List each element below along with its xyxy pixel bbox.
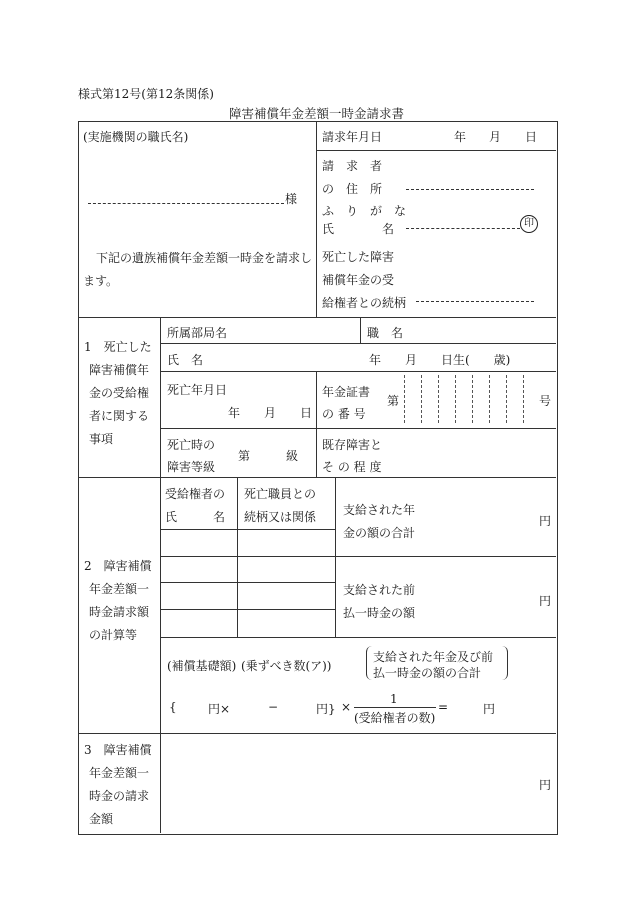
paid-pension-label-2: 金の額の合計 xyxy=(343,526,416,540)
relation-label-2: 補償年金の受 xyxy=(322,273,395,287)
section2-heading-1: 2 障害補償 xyxy=(84,559,152,573)
disability-grade-value: 第 級 xyxy=(238,449,299,463)
formula-result-yen: 円 xyxy=(483,702,496,716)
section2-heading-4: の計算等 xyxy=(89,628,138,642)
formula-equals: = xyxy=(438,700,449,714)
position-label: 職 名 xyxy=(367,326,404,340)
section1-heading-4: 者に関する xyxy=(89,409,150,423)
section3-heading-4: 金額 xyxy=(89,812,114,826)
pension-number-label-2: の 番 号 xyxy=(322,407,366,421)
claim-amount-yen: 円 xyxy=(539,778,552,792)
formula-brace-open: { xyxy=(169,700,177,714)
date-label: 請求年月日 xyxy=(322,130,383,144)
multiplier-label: (乗ずべき数(ア)) xyxy=(241,659,332,673)
lump-sum-label-2: 払一時金の額 xyxy=(343,606,416,620)
sum-label-1: 支給された年金及び前 xyxy=(373,650,494,664)
paid-pension-yen: 円 xyxy=(539,514,552,528)
section1-heading-5: 事項 xyxy=(89,432,114,446)
paid-pension-label-1: 支給された年 xyxy=(343,503,416,517)
death-date-label: 死亡年月日 xyxy=(167,383,228,397)
pension-number-prefix: 第 xyxy=(387,394,400,408)
formula-numerator: 1 xyxy=(390,692,398,706)
claimant-label-2: の 住 所 xyxy=(322,182,383,196)
form-title: 障害補償年金差額一時金請求書 xyxy=(229,106,405,121)
pension-number-label-1: 年金証書 xyxy=(322,385,371,399)
deceased-name-label: 氏 名 xyxy=(167,353,204,367)
request-text-1: 下記の遺族補償年金差額一時金を請求し xyxy=(96,251,313,265)
name-label: 氏 名 xyxy=(322,222,395,236)
formula-denominator: (受給権者の数) xyxy=(354,711,436,725)
section2-heading-3: 時金請求額 xyxy=(89,605,150,619)
disability-grade-label-1: 死亡時の xyxy=(167,438,216,452)
dept-label: 所属部局名 xyxy=(167,326,228,340)
seal-mark: 印 xyxy=(520,215,538,233)
relation-header-1: 死亡職員との xyxy=(244,487,317,501)
section3-heading-2: 年金差額一 xyxy=(89,766,150,780)
formula-brace-close: 円} xyxy=(316,702,336,716)
request-text-2: ます。 xyxy=(83,274,119,288)
date-year: 年 xyxy=(454,130,467,144)
formula-yen-times: 円× xyxy=(208,702,231,716)
section1-heading-2: 障害補償年 xyxy=(89,363,150,377)
existing-disability-label-1: 既存障害と xyxy=(322,438,383,452)
relation-label-3: 給権者との続柄 xyxy=(322,296,407,310)
relation-header-2: 続柄又は関係 xyxy=(244,510,317,524)
honorific: 様 xyxy=(285,192,298,206)
lump-sum-yen: 円 xyxy=(539,594,552,608)
section2-heading-2: 年金差額一 xyxy=(89,582,150,596)
pension-number-suffix: 号 xyxy=(539,394,552,408)
section1-heading-1: 1 死亡した xyxy=(84,340,152,354)
section3-heading-1: 3 障害補償 xyxy=(84,743,152,757)
claimant-label-1: 請 求 者 xyxy=(322,159,383,173)
existing-disability-label-2: そ の 程 度 xyxy=(322,460,382,474)
date-month: 月 xyxy=(489,130,502,144)
death-date-ymd: 年 月 日 xyxy=(228,406,313,420)
date-day: 日 xyxy=(525,130,538,144)
lump-sum-label-1: 支給された前 xyxy=(343,583,416,597)
relation-label-1: 死亡した障害 xyxy=(322,250,395,264)
section1-heading-3: 金の受給権 xyxy=(89,386,150,400)
birth-date-label: 年 月 日生( 歳) xyxy=(369,353,511,367)
furigana-label: ふ り が な xyxy=(322,204,407,218)
disability-grade-label-2: 障害等級 xyxy=(167,460,216,474)
formula-times: × xyxy=(341,700,352,714)
base-amount-label: (補償基礎額) xyxy=(167,659,237,673)
section3-heading-3: 時金の請求 xyxy=(89,789,150,803)
recipient-header-1: 受給権者の xyxy=(165,487,226,501)
form-number: 様式第12号(第12条関係) xyxy=(78,87,214,101)
agency-label: (実施機関の職氏名) xyxy=(83,130,189,144)
formula-minus: − xyxy=(268,700,279,714)
fraction-bar xyxy=(354,707,436,708)
recipient-header-2: 氏 名 xyxy=(165,510,226,524)
sum-label-2: 払一時金の額の合計 xyxy=(373,666,482,680)
